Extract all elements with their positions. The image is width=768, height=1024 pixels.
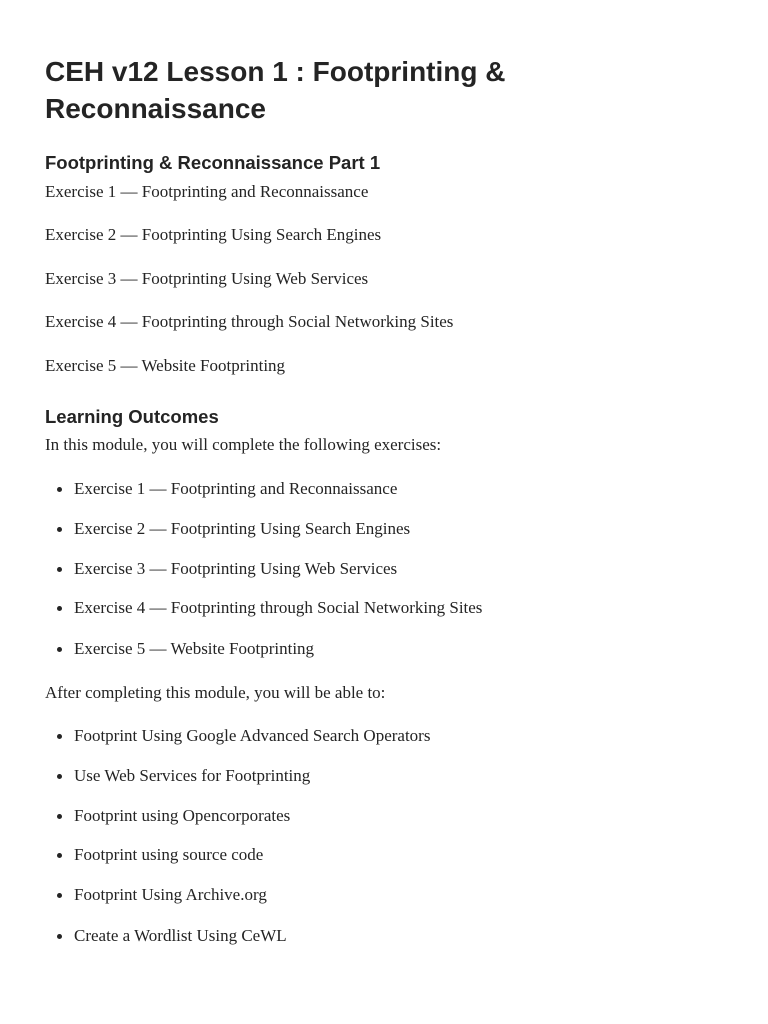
exercise-line: Exercise 4 — Footprinting through Social Networking Sites [45,312,454,331]
outcomes-intro: After completing this module, you will be able to: [45,683,386,702]
bullet-icon [57,527,62,532]
list-item-text: Exercise 5 — Website Footprinting [74,639,315,658]
bullet-icon [57,734,62,739]
bullet-icon [57,606,62,611]
bullet-icon [57,567,62,572]
bullet-icon [57,774,62,779]
bullet-icon [57,647,62,652]
exercise-line: Exercise 5 — Website Footprinting [45,356,286,375]
list-item-text: Footprint using Opencorporates [74,806,291,825]
exercise-line: Exercise 2 — Footprinting Using Search Engines [45,225,382,244]
bullet-icon [57,853,62,858]
list-item-text: Exercise 2 — Footprinting Using Search Engines [74,519,411,538]
bullet-icon [57,934,62,939]
exercise-line: Exercise 3 — Footprinting Using Web Services [45,269,369,288]
list-item-text: Exercise 3 — Footprinting Using Web Services [74,559,398,578]
exercises-intro: In this module, you will complete the following exercises: [45,435,442,454]
exercise-line: Exercise 1 — Footprinting and Reconnaissance [45,182,369,201]
bullet-icon [57,814,62,819]
bullet-icon [57,893,62,898]
section-heading-learning-outcomes: Learning Outcomes [45,406,219,427]
list-item-text: Exercise 1 — Footprinting and Reconnaissance [74,479,398,498]
section-heading-part1: Footprinting & Reconnaissance Part 1 [45,152,381,173]
list-item-text: Footprint using source code [74,845,264,864]
list-item-text: Create a Wordlist Using CeWL [74,926,287,945]
list-item-text: Footprint Using Google Advanced Search Operators [74,726,431,745]
page-title: CEH v12 Lesson 1 : Footprinting & Reconnaissance [45,56,506,124]
bullet-icon [57,487,62,492]
list-item-text: Footprint Using Archive.org [74,885,267,904]
list-item-text: Exercise 4 — Footprinting through Social Networking Sites [74,598,483,617]
list-item-text: Use Web Services for Footprinting [74,766,311,785]
